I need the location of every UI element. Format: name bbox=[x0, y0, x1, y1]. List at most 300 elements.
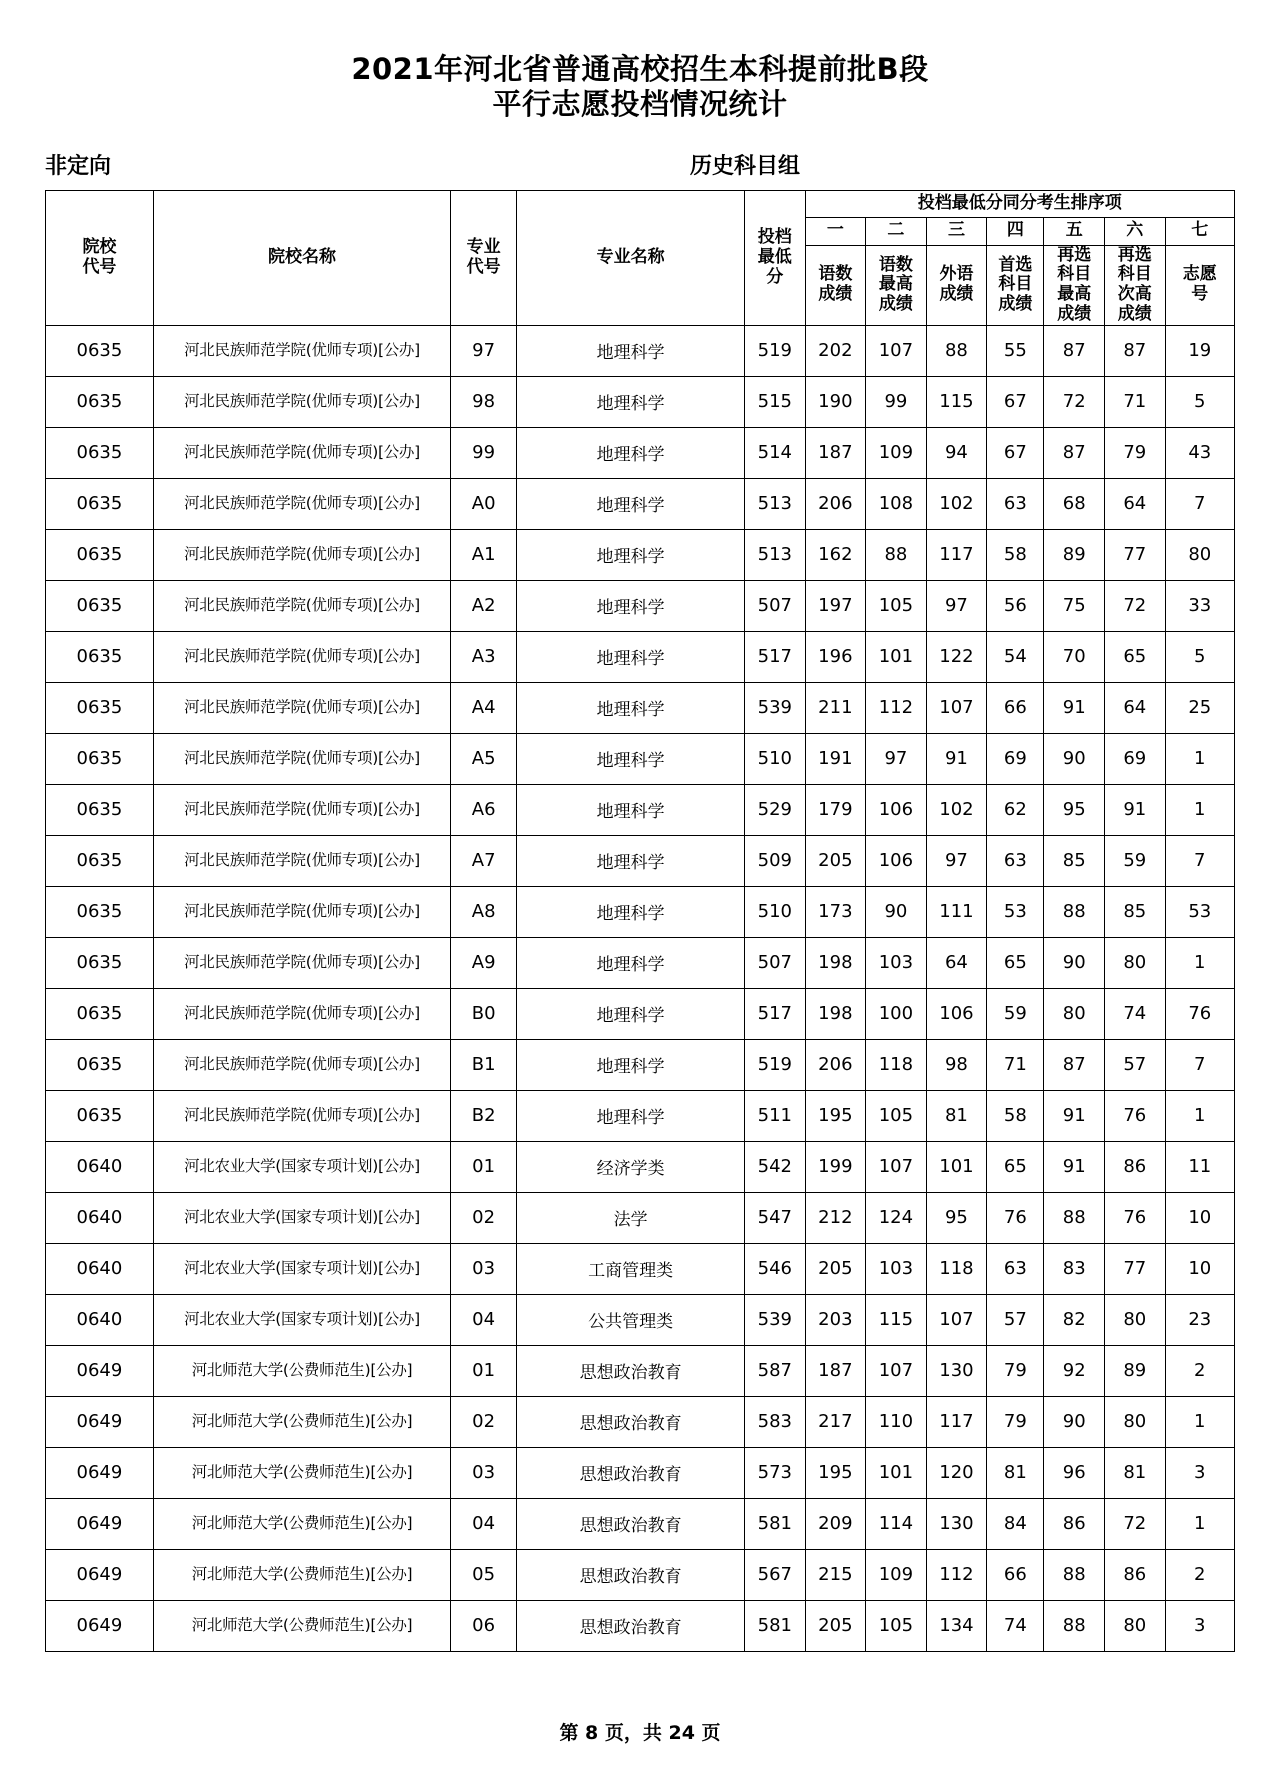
table-body bbox=[46, 325, 1235, 1651]
min-score-cell: 510 bbox=[745, 886, 806, 937]
school-code-cell: 0635 bbox=[46, 631, 154, 682]
table-row bbox=[46, 1192, 1235, 1243]
tiebreak-4-cell: 76 bbox=[987, 1192, 1044, 1243]
school-code-cell: 0640 bbox=[46, 1141, 154, 1192]
tiebreak-4-cell: 57 bbox=[987, 1294, 1044, 1345]
tiebreak-1-cell: 206 bbox=[805, 1039, 866, 1090]
min-score-cell: 519 bbox=[745, 325, 806, 376]
min-score-cell: 581 bbox=[745, 1600, 806, 1651]
col-major-code-line1: 专业 bbox=[466, 236, 501, 257]
major-code-cell: A0 bbox=[451, 478, 517, 529]
tiebreak-3-cell: 118 bbox=[926, 1243, 987, 1294]
school-code-cell: 0635 bbox=[46, 733, 154, 784]
tiebreak-5-cell: 88 bbox=[1044, 886, 1105, 937]
tiebreak-2-cell: 107 bbox=[866, 1141, 927, 1192]
tiebreak-1-cell: 187 bbox=[805, 1345, 866, 1396]
school-code-cell: 0640 bbox=[46, 1294, 154, 1345]
col-school-code-line1: 院校 bbox=[82, 236, 117, 257]
school-name-cell: 河北师范大学(公费师范生)[公办] bbox=[153, 1396, 450, 1447]
tiebreak-3-cell: 134 bbox=[926, 1600, 987, 1651]
tiebreak-1-cell: 191 bbox=[805, 733, 866, 784]
tiebreak-1-cell: 209 bbox=[805, 1498, 866, 1549]
tiebreak-4-cell: 69 bbox=[987, 733, 1044, 784]
tiebreak-4-cell: 67 bbox=[987, 427, 1044, 478]
tiebreak-4-cell: 79 bbox=[987, 1345, 1044, 1396]
tiebreak-2-cell: 88 bbox=[866, 529, 927, 580]
tiebreak-7-cell: 5 bbox=[1165, 631, 1234, 682]
tiebreak-4-cell: 84 bbox=[987, 1498, 1044, 1549]
tiebreak-2-cell: 114 bbox=[866, 1498, 927, 1549]
tiebreak-2-cell: 99 bbox=[866, 376, 927, 427]
school-name-cell: 河北农业大学(国家专项计划)[公办] bbox=[153, 1141, 450, 1192]
tiebreak-6-cell: 87 bbox=[1105, 325, 1166, 376]
rank-label-7-line-2: 号 bbox=[1191, 284, 1209, 305]
tiebreak-6-cell: 76 bbox=[1105, 1192, 1166, 1243]
major-code-cell: 02 bbox=[451, 1192, 517, 1243]
col-major-code-line2: 代号 bbox=[466, 256, 501, 277]
tiebreak-2-cell: 109 bbox=[866, 427, 927, 478]
major-name-cell: 地理科学 bbox=[517, 937, 745, 988]
school-name-cell: 河北民族师范学院(优师专项)[公办] bbox=[153, 988, 450, 1039]
tiebreak-2-cell: 109 bbox=[866, 1549, 927, 1600]
tiebreak-2-cell: 106 bbox=[866, 784, 927, 835]
tiebreak-7-cell: 5 bbox=[1165, 376, 1234, 427]
tiebreak-3-cell: 64 bbox=[926, 937, 987, 988]
tiebreak-4-cell: 66 bbox=[987, 1549, 1044, 1600]
rank-number-7: 七 bbox=[1165, 217, 1234, 245]
table-row bbox=[46, 784, 1235, 835]
tiebreak-4-cell: 63 bbox=[987, 835, 1044, 886]
school-code-cell: 0635 bbox=[46, 1090, 154, 1141]
tiebreak-5-cell: 95 bbox=[1044, 784, 1105, 835]
tiebreak-7-cell: 19 bbox=[1165, 325, 1234, 376]
major-code-cell: 98 bbox=[451, 376, 517, 427]
tiebreak-5-cell: 86 bbox=[1044, 1498, 1105, 1549]
tiebreak-5-cell: 90 bbox=[1044, 733, 1105, 784]
table-row bbox=[46, 886, 1235, 937]
col-min-score-line2: 最低 bbox=[757, 246, 792, 267]
tiebreak-7-cell: 1 bbox=[1165, 733, 1234, 784]
tiebreak-7-cell: 7 bbox=[1165, 478, 1234, 529]
major-name-cell: 经济学类 bbox=[517, 1141, 745, 1192]
tiebreak-2-cell: 124 bbox=[866, 1192, 927, 1243]
tiebreak-2-cell: 115 bbox=[866, 1294, 927, 1345]
rank-label-6-line-2: 科目 bbox=[1117, 264, 1152, 285]
tiebreak-4-cell: 63 bbox=[987, 1243, 1044, 1294]
min-score-cell: 515 bbox=[745, 376, 806, 427]
tiebreak-6-cell: 69 bbox=[1105, 733, 1166, 784]
tiebreak-5-cell: 68 bbox=[1044, 478, 1105, 529]
tiebreak-7-cell: 1 bbox=[1165, 784, 1234, 835]
rank-number-3: 三 bbox=[926, 217, 987, 245]
tiebreak-4-cell: 59 bbox=[987, 988, 1044, 1039]
rank-number-6: 六 bbox=[1105, 217, 1166, 245]
rank-label-2-line-1: 语数 bbox=[878, 254, 913, 275]
tiebreak-6-cell: 76 bbox=[1105, 1090, 1166, 1141]
tiebreak-7-cell: 1 bbox=[1165, 1498, 1234, 1549]
tiebreak-1-cell: 206 bbox=[805, 478, 866, 529]
table-row bbox=[46, 835, 1235, 886]
major-code-cell: 06 bbox=[451, 1600, 517, 1651]
tiebreak-6-cell: 80 bbox=[1105, 1294, 1166, 1345]
table-row bbox=[46, 1447, 1235, 1498]
school-name-cell: 河北民族师范学院(优师专项)[公办] bbox=[153, 325, 450, 376]
tiebreak-7-cell: 25 bbox=[1165, 682, 1234, 733]
school-name-cell: 河北民族师范学院(优师专项)[公办] bbox=[153, 733, 450, 784]
major-name-cell: 思想政治教育 bbox=[517, 1549, 745, 1600]
major-code-cell: A9 bbox=[451, 937, 517, 988]
school-code-cell: 0635 bbox=[46, 682, 154, 733]
major-name-cell: 地理科学 bbox=[517, 1039, 745, 1090]
rank-label-1 bbox=[805, 245, 866, 325]
rank-label-4-line-2: 科目 bbox=[998, 274, 1033, 295]
major-code-cell: A5 bbox=[451, 733, 517, 784]
tiebreak-5-cell: 88 bbox=[1044, 1192, 1105, 1243]
enrollment-type-label: 非定向 bbox=[45, 153, 112, 179]
major-name-cell: 工商管理类 bbox=[517, 1243, 745, 1294]
col-major-name: 专业名称 bbox=[517, 190, 745, 325]
tiebreak-2-cell: 105 bbox=[866, 1090, 927, 1141]
rank-label-6-line-4: 成绩 bbox=[1117, 303, 1152, 324]
school-name-cell: 河北师范大学(公费师范生)[公办] bbox=[153, 1600, 450, 1651]
tiebreak-6-cell: 77 bbox=[1105, 1243, 1166, 1294]
min-score-cell: 539 bbox=[745, 1294, 806, 1345]
min-score-cell: 567 bbox=[745, 1549, 806, 1600]
school-name-cell: 河北民族师范学院(优师专项)[公办] bbox=[153, 1090, 450, 1141]
major-code-cell: 02 bbox=[451, 1396, 517, 1447]
tiebreak-7-cell: 11 bbox=[1165, 1141, 1234, 1192]
school-name-cell: 河北师范大学(公费师范生)[公办] bbox=[153, 1447, 450, 1498]
tiebreak-6-cell: 80 bbox=[1105, 1600, 1166, 1651]
rank-label-3-line-1: 外语 bbox=[939, 264, 974, 285]
rank-label-7 bbox=[1165, 245, 1234, 325]
tiebreak-6-cell: 80 bbox=[1105, 937, 1166, 988]
school-name-cell: 河北师范大学(公费师范生)[公办] bbox=[153, 1498, 450, 1549]
table-row bbox=[46, 1549, 1235, 1600]
min-score-cell: 507 bbox=[745, 580, 806, 631]
subject-group-label: 历史科目组 bbox=[690, 153, 801, 179]
major-code-cell: A4 bbox=[451, 682, 517, 733]
tiebreak-6-cell: 81 bbox=[1105, 1447, 1166, 1498]
tiebreak-7-cell: 80 bbox=[1165, 529, 1234, 580]
tiebreak-3-cell: 101 bbox=[926, 1141, 987, 1192]
school-name-cell: 河北民族师范学院(优师专项)[公办] bbox=[153, 376, 450, 427]
major-code-cell: 03 bbox=[451, 1243, 517, 1294]
school-name-cell: 河北农业大学(国家专项计划)[公办] bbox=[153, 1243, 450, 1294]
tiebreak-5-cell: 91 bbox=[1044, 1090, 1105, 1141]
school-code-cell: 0649 bbox=[46, 1600, 154, 1651]
major-name-cell: 地理科学 bbox=[517, 376, 745, 427]
min-score-cell: 513 bbox=[745, 529, 806, 580]
school-name-cell: 河北民族师范学院(优师专项)[公办] bbox=[153, 1039, 450, 1090]
col-group-tiebreak: 投档最低分同分考生排序项 bbox=[805, 190, 1234, 217]
tiebreak-1-cell: 211 bbox=[805, 682, 866, 733]
rank-label-6-line-3: 次高 bbox=[1117, 284, 1152, 305]
tiebreak-3-cell: 130 bbox=[926, 1498, 987, 1549]
tiebreak-5-cell: 90 bbox=[1044, 1396, 1105, 1447]
school-code-cell: 0635 bbox=[46, 427, 154, 478]
school-code-cell: 0649 bbox=[46, 1498, 154, 1549]
min-score-cell: 546 bbox=[745, 1243, 806, 1294]
tiebreak-4-cell: 56 bbox=[987, 580, 1044, 631]
tiebreak-4-cell: 53 bbox=[987, 886, 1044, 937]
major-name-cell: 公共管理类 bbox=[517, 1294, 745, 1345]
min-score-cell: 517 bbox=[745, 988, 806, 1039]
tiebreak-3-cell: 111 bbox=[926, 886, 987, 937]
tiebreak-6-cell: 80 bbox=[1105, 1396, 1166, 1447]
school-code-cell: 0649 bbox=[46, 1345, 154, 1396]
major-name-cell: 地理科学 bbox=[517, 580, 745, 631]
tiebreak-4-cell: 62 bbox=[987, 784, 1044, 835]
school-code-cell: 0635 bbox=[46, 937, 154, 988]
major-name-cell: 思想政治教育 bbox=[517, 1498, 745, 1549]
school-code-cell: 0640 bbox=[46, 1192, 154, 1243]
table-row bbox=[46, 1600, 1235, 1651]
col-min-score-line3: 分 bbox=[766, 266, 784, 287]
tiebreak-6-cell: 86 bbox=[1105, 1141, 1166, 1192]
tiebreak-1-cell: 205 bbox=[805, 835, 866, 886]
tiebreak-3-cell: 94 bbox=[926, 427, 987, 478]
tiebreak-1-cell: 205 bbox=[805, 1243, 866, 1294]
tiebreak-6-cell: 71 bbox=[1105, 376, 1166, 427]
major-code-cell: B0 bbox=[451, 988, 517, 1039]
min-score-cell: 581 bbox=[745, 1498, 806, 1549]
tiebreak-2-cell: 105 bbox=[866, 1600, 927, 1651]
major-code-cell: 04 bbox=[451, 1498, 517, 1549]
table-row bbox=[46, 1243, 1235, 1294]
tiebreak-7-cell: 10 bbox=[1165, 1243, 1234, 1294]
tiebreak-1-cell: 215 bbox=[805, 1549, 866, 1600]
table-row bbox=[46, 478, 1235, 529]
major-code-cell: A2 bbox=[451, 580, 517, 631]
table-row bbox=[46, 1498, 1235, 1549]
rank-number-2: 二 bbox=[866, 217, 927, 245]
major-code-cell: A8 bbox=[451, 886, 517, 937]
tiebreak-7-cell: 7 bbox=[1165, 835, 1234, 886]
tiebreak-7-cell: 7 bbox=[1165, 1039, 1234, 1090]
major-code-cell: 04 bbox=[451, 1294, 517, 1345]
tiebreak-4-cell: 58 bbox=[987, 1090, 1044, 1141]
school-name-cell: 河北民族师范学院(优师专项)[公办] bbox=[153, 631, 450, 682]
tiebreak-1-cell: 173 bbox=[805, 886, 866, 937]
rank-number-5: 五 bbox=[1044, 217, 1105, 245]
tiebreak-3-cell: 97 bbox=[926, 580, 987, 631]
min-score-cell: 507 bbox=[745, 937, 806, 988]
school-code-cell: 0649 bbox=[46, 1549, 154, 1600]
school-name-cell: 河北农业大学(国家专项计划)[公办] bbox=[153, 1294, 450, 1345]
tiebreak-7-cell: 3 bbox=[1165, 1447, 1234, 1498]
tiebreak-2-cell: 118 bbox=[866, 1039, 927, 1090]
tiebreak-1-cell: 195 bbox=[805, 1090, 866, 1141]
tiebreak-1-cell: 212 bbox=[805, 1192, 866, 1243]
tiebreak-2-cell: 101 bbox=[866, 1447, 927, 1498]
rank-label-4 bbox=[987, 245, 1044, 325]
major-name-cell: 地理科学 bbox=[517, 427, 745, 478]
major-code-cell: A3 bbox=[451, 631, 517, 682]
tiebreak-2-cell: 97 bbox=[866, 733, 927, 784]
school-name-cell: 河北民族师范学院(优师专项)[公办] bbox=[153, 529, 450, 580]
major-name-cell: 思想政治教育 bbox=[517, 1345, 745, 1396]
tiebreak-3-cell: 102 bbox=[926, 478, 987, 529]
tiebreak-3-cell: 98 bbox=[926, 1039, 987, 1090]
tiebreak-6-cell: 65 bbox=[1105, 631, 1166, 682]
tiebreak-5-cell: 91 bbox=[1044, 682, 1105, 733]
school-code-cell: 0635 bbox=[46, 376, 154, 427]
tiebreak-6-cell: 57 bbox=[1105, 1039, 1166, 1090]
rank-label-5-line-1: 再选 bbox=[1057, 244, 1092, 265]
school-name-cell: 河北民族师范学院(优师专项)[公办] bbox=[153, 886, 450, 937]
min-score-cell: 517 bbox=[745, 631, 806, 682]
major-code-cell: 03 bbox=[451, 1447, 517, 1498]
min-score-cell: 539 bbox=[745, 682, 806, 733]
rank-label-6-line-1: 再选 bbox=[1117, 244, 1152, 265]
tiebreak-4-cell: 58 bbox=[987, 529, 1044, 580]
school-name-cell: 河北师范大学(公费师范生)[公办] bbox=[153, 1549, 450, 1600]
tiebreak-4-cell: 66 bbox=[987, 682, 1044, 733]
major-code-cell: 99 bbox=[451, 427, 517, 478]
tiebreak-1-cell: 179 bbox=[805, 784, 866, 835]
major-name-cell: 地理科学 bbox=[517, 1090, 745, 1141]
tiebreak-1-cell: 198 bbox=[805, 988, 866, 1039]
school-code-cell: 0635 bbox=[46, 1039, 154, 1090]
tiebreak-5-cell: 87 bbox=[1044, 1039, 1105, 1090]
tiebreak-1-cell: 196 bbox=[805, 631, 866, 682]
major-code-cell: 01 bbox=[451, 1345, 517, 1396]
rank-label-3 bbox=[926, 245, 987, 325]
tiebreak-3-cell: 81 bbox=[926, 1090, 987, 1141]
tiebreak-5-cell: 75 bbox=[1044, 580, 1105, 631]
major-name-cell: 地理科学 bbox=[517, 835, 745, 886]
major-code-cell: B2 bbox=[451, 1090, 517, 1141]
table-row bbox=[46, 325, 1235, 376]
tiebreak-3-cell: 120 bbox=[926, 1447, 987, 1498]
tiebreak-6-cell: 86 bbox=[1105, 1549, 1166, 1600]
tiebreak-1-cell: 190 bbox=[805, 376, 866, 427]
tiebreak-6-cell: 89 bbox=[1105, 1345, 1166, 1396]
tiebreak-5-cell: 90 bbox=[1044, 937, 1105, 988]
page-title-line-2: 平行志愿投档情况统计 bbox=[492, 87, 788, 122]
tiebreak-2-cell: 112 bbox=[866, 682, 927, 733]
tiebreak-3-cell: 112 bbox=[926, 1549, 987, 1600]
school-code-cell: 0649 bbox=[46, 1396, 154, 1447]
tiebreak-7-cell: 3 bbox=[1165, 1600, 1234, 1651]
rank-label-1-line-1: 语数 bbox=[818, 264, 853, 285]
min-score-cell: 513 bbox=[745, 478, 806, 529]
school-code-cell: 0649 bbox=[46, 1447, 154, 1498]
subheader-row bbox=[45, 149, 1235, 179]
major-code-cell: 01 bbox=[451, 1141, 517, 1192]
tiebreak-3-cell: 91 bbox=[926, 733, 987, 784]
major-name-cell: 思想政治教育 bbox=[517, 1396, 745, 1447]
tiebreak-1-cell: 199 bbox=[805, 1141, 866, 1192]
tiebreak-4-cell: 71 bbox=[987, 1039, 1044, 1090]
tiebreak-6-cell: 64 bbox=[1105, 682, 1166, 733]
tiebreak-2-cell: 101 bbox=[866, 631, 927, 682]
tiebreak-5-cell: 87 bbox=[1044, 427, 1105, 478]
min-score-cell: 529 bbox=[745, 784, 806, 835]
tiebreak-7-cell: 33 bbox=[1165, 580, 1234, 631]
school-code-cell: 0635 bbox=[46, 886, 154, 937]
tiebreak-1-cell: 217 bbox=[805, 1396, 866, 1447]
major-name-cell: 思想政治教育 bbox=[517, 1447, 745, 1498]
min-score-cell: 509 bbox=[745, 835, 806, 886]
tiebreak-4-cell: 81 bbox=[987, 1447, 1044, 1498]
major-name-cell: 地理科学 bbox=[517, 631, 745, 682]
rank-label-1-line-2: 成绩 bbox=[818, 284, 853, 305]
rank-label-2 bbox=[866, 245, 927, 325]
rank-label-4-line-3: 成绩 bbox=[998, 294, 1033, 315]
school-name-cell: 河北民族师范学院(优师专项)[公办] bbox=[153, 784, 450, 835]
min-score-cell: 514 bbox=[745, 427, 806, 478]
rank-label-5 bbox=[1044, 245, 1105, 325]
tiebreak-4-cell: 55 bbox=[987, 325, 1044, 376]
tiebreak-1-cell: 162 bbox=[805, 529, 866, 580]
tiebreak-4-cell: 65 bbox=[987, 1141, 1044, 1192]
table-row bbox=[46, 529, 1235, 580]
tiebreak-2-cell: 106 bbox=[866, 835, 927, 886]
tiebreak-7-cell: 76 bbox=[1165, 988, 1234, 1039]
tiebreak-2-cell: 108 bbox=[866, 478, 927, 529]
tiebreak-3-cell: 117 bbox=[926, 1396, 987, 1447]
major-name-cell: 地理科学 bbox=[517, 478, 745, 529]
major-code-cell: B1 bbox=[451, 1039, 517, 1090]
tiebreak-7-cell: 1 bbox=[1165, 1396, 1234, 1447]
tiebreak-7-cell: 1 bbox=[1165, 1090, 1234, 1141]
tiebreak-5-cell: 96 bbox=[1044, 1447, 1105, 1498]
min-score-cell: 587 bbox=[745, 1345, 806, 1396]
tiebreak-7-cell: 43 bbox=[1165, 427, 1234, 478]
tiebreak-5-cell: 85 bbox=[1044, 835, 1105, 886]
tiebreak-2-cell: 103 bbox=[866, 1243, 927, 1294]
school-code-cell: 0640 bbox=[46, 1243, 154, 1294]
tiebreak-6-cell: 77 bbox=[1105, 529, 1166, 580]
tiebreak-5-cell: 80 bbox=[1044, 988, 1105, 1039]
min-score-cell: 510 bbox=[745, 733, 806, 784]
school-name-cell: 河北民族师范学院(优师专项)[公办] bbox=[153, 682, 450, 733]
min-score-cell: 573 bbox=[745, 1447, 806, 1498]
tiebreak-2-cell: 90 bbox=[866, 886, 927, 937]
major-code-cell: A1 bbox=[451, 529, 517, 580]
col-school-code-line2: 代号 bbox=[82, 256, 117, 277]
school-name-cell: 河北民族师范学院(优师专项)[公办] bbox=[153, 835, 450, 886]
col-min-score bbox=[745, 190, 806, 325]
tiebreak-6-cell: 85 bbox=[1105, 886, 1166, 937]
tiebreak-6-cell: 64 bbox=[1105, 478, 1166, 529]
tiebreak-2-cell: 105 bbox=[866, 580, 927, 631]
table-row bbox=[46, 631, 1235, 682]
major-name-cell: 法学 bbox=[517, 1192, 745, 1243]
rank-label-5-line-4: 成绩 bbox=[1057, 303, 1092, 324]
tiebreak-3-cell: 97 bbox=[926, 835, 987, 886]
page-footer: 第 8 页，共 24 页 bbox=[559, 1722, 721, 1744]
tiebreak-3-cell: 117 bbox=[926, 529, 987, 580]
major-name-cell: 地理科学 bbox=[517, 988, 745, 1039]
tiebreak-7-cell: 2 bbox=[1165, 1345, 1234, 1396]
tiebreak-3-cell: 95 bbox=[926, 1192, 987, 1243]
admission-statistics-table bbox=[45, 190, 1235, 1652]
school-code-cell: 0635 bbox=[46, 478, 154, 529]
tiebreak-1-cell: 197 bbox=[805, 580, 866, 631]
min-score-cell: 511 bbox=[745, 1090, 806, 1141]
min-score-cell: 542 bbox=[745, 1141, 806, 1192]
tiebreak-7-cell: 1 bbox=[1165, 937, 1234, 988]
school-name-cell: 河北民族师范学院(优师专项)[公办] bbox=[153, 937, 450, 988]
tiebreak-5-cell: 89 bbox=[1044, 529, 1105, 580]
tiebreak-3-cell: 107 bbox=[926, 682, 987, 733]
tiebreak-4-cell: 63 bbox=[987, 478, 1044, 529]
tiebreak-3-cell: 130 bbox=[926, 1345, 987, 1396]
school-name-cell: 河北民族师范学院(优师专项)[公办] bbox=[153, 427, 450, 478]
